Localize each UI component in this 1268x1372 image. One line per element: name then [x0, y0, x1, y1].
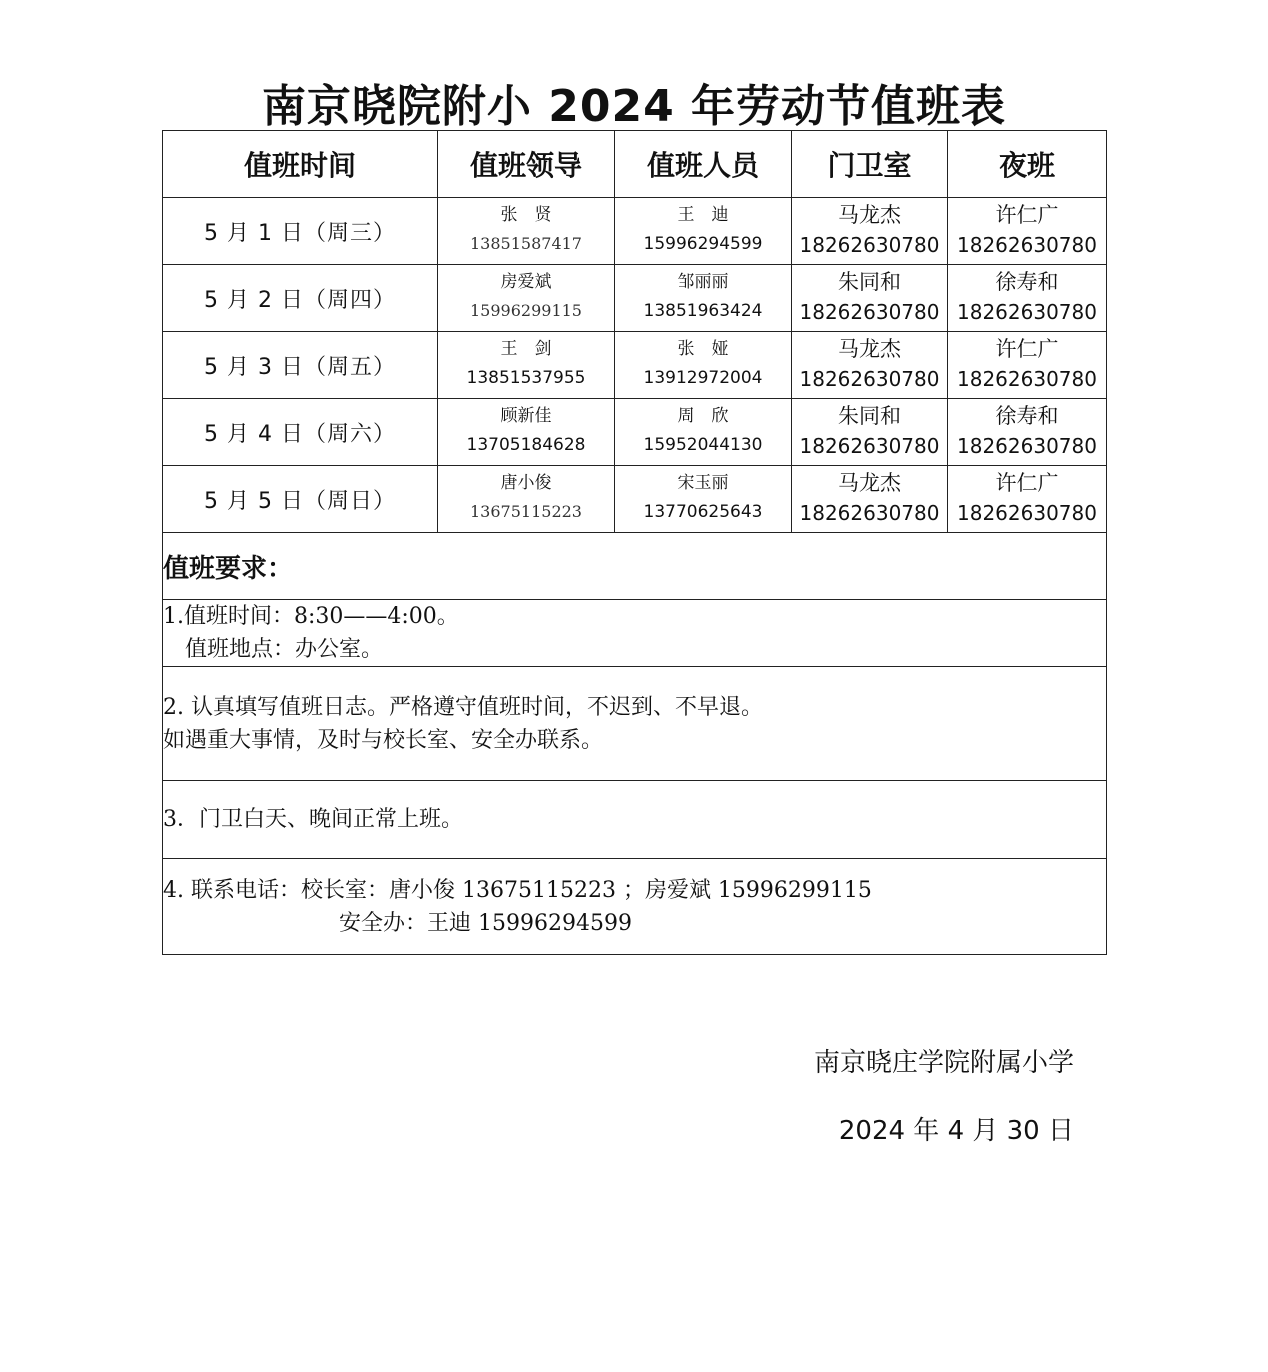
guard-phone: 18262630780: [799, 501, 940, 525]
guard-phone: 18262630780: [799, 434, 940, 458]
staff-name: 周 欣: [677, 406, 729, 426]
night-cell: [948, 198, 1107, 265]
duty-table: [162, 130, 1107, 955]
guard-name: 朱同和: [838, 404, 901, 428]
staff-phone: 13851963424: [643, 301, 763, 321]
guard-cell: [792, 198, 948, 265]
staff-cell: [615, 332, 792, 399]
header-row: [163, 131, 1107, 198]
requirement-item: [163, 859, 1107, 955]
night-phone: 18262630780: [957, 367, 1097, 391]
requirement-item: [163, 667, 1107, 781]
leader-cell: [438, 332, 615, 399]
leader-name: 房爱斌: [500, 272, 552, 292]
night-phone: 18262630780: [957, 501, 1097, 525]
night-cell: [948, 332, 1107, 399]
requirement-item: [163, 781, 1107, 859]
requirements-heading-row: [163, 533, 1107, 600]
guard-phone: 18262630780: [799, 367, 940, 391]
requirement-row: [163, 600, 1107, 667]
guard-phone: 18262630780: [799, 300, 940, 324]
staff-cell: [615, 399, 792, 466]
night-cell: [948, 466, 1107, 533]
night-cell: [948, 265, 1107, 332]
guard-name: 马龙杰: [838, 471, 901, 495]
guard-cell: [792, 332, 948, 399]
leader-cell: [438, 399, 615, 466]
guard-phone: 18262630780: [799, 233, 940, 257]
requirement-row: [163, 781, 1107, 859]
signature-date: 2024 年 4 月 30 日: [838, 1116, 1074, 1146]
night-phone: 18262630780: [957, 434, 1097, 458]
night-name: 许仁广: [995, 203, 1059, 227]
staff-phone: 15952044130: [643, 435, 763, 455]
requirement-line: 1.值班时间：8:30——4:00。: [163, 604, 459, 629]
night-cell: [948, 399, 1107, 466]
table-row: [163, 466, 1107, 533]
guard-cell: [792, 265, 948, 332]
duty-date: 5 月 5 日（周日）: [163, 466, 438, 533]
duty-date: 5 月 1 日（周三）: [163, 198, 438, 265]
guard-name: 马龙杰: [838, 337, 901, 361]
staff-cell: [615, 198, 792, 265]
header-staff: 值班人员: [615, 131, 792, 198]
requirement-line: 4. 联系电话：校长室：唐小俊 13675115223 ；房爱斌 15996299115: [163, 877, 872, 903]
duty-date: 5 月 2 日（周四）: [163, 265, 438, 332]
night-name: 许仁广: [995, 337, 1059, 361]
leader-cell: [438, 198, 615, 265]
leader-name: 张 贤: [500, 205, 552, 225]
leader-name: 王 剑: [500, 339, 552, 359]
guard-cell: [792, 399, 948, 466]
night-phone: 18262630780: [957, 300, 1097, 324]
requirement-line: 2. 认真填写值班日志。严格遵守值班时间，不迟到、不早退。: [163, 694, 763, 720]
staff-name: 王 迪: [677, 205, 729, 225]
leader-phone: 15996299115: [470, 301, 582, 320]
night-name: 许仁广: [995, 471, 1059, 495]
requirement-line: 安全办：王迪 15996294599: [163, 910, 632, 936]
guard-name: 朱同和: [838, 270, 901, 294]
guard-cell: [792, 466, 948, 533]
header-night: 夜班: [948, 131, 1107, 198]
table-row: [163, 332, 1107, 399]
staff-cell: [615, 466, 792, 533]
staff-name: 邹丽丽: [677, 272, 729, 292]
staff-phone: 13770625643: [643, 502, 763, 522]
page-title: 南京晓院附小 2024 年劳动节值班表: [261, 81, 1007, 132]
leader-cell: [438, 265, 615, 332]
night-phone: 18262630780: [957, 233, 1097, 257]
requirements-heading: 值班要求：: [163, 533, 1107, 600]
table-row: [163, 399, 1107, 466]
signature-org: 南京晓庄学院附属小学: [813, 1048, 1074, 1078]
staff-cell: [615, 265, 792, 332]
duty-date: 5 月 4 日（周六）: [163, 399, 438, 466]
staff-name: 张 娅: [677, 339, 729, 359]
leader-phone: 13675115223: [470, 502, 582, 521]
guard-name: 马龙杰: [838, 203, 901, 227]
requirement-row: [163, 859, 1107, 955]
table-row: [163, 198, 1107, 265]
leader-name: 唐小俊: [500, 473, 552, 493]
requirement-item: [163, 600, 1107, 667]
staff-phone: 13912972004: [643, 368, 763, 388]
leader-phone: 13851537955: [466, 368, 586, 388]
night-name: 徐寿和: [995, 404, 1059, 428]
header-date: 值班时间: [163, 131, 438, 198]
leader-cell: [438, 466, 615, 533]
table-row: [163, 265, 1107, 332]
leader-phone: 13705184628: [466, 435, 586, 455]
header-guard: 门卫室: [792, 131, 948, 198]
header-leader: 值班领导: [438, 131, 615, 198]
leader-name: 顾新佳: [500, 406, 552, 426]
duty-date: 5 月 3 日（周五）: [163, 332, 438, 399]
staff-name: 宋玉丽: [677, 473, 729, 493]
night-name: 徐寿和: [995, 270, 1059, 294]
requirement-row: [163, 667, 1107, 781]
requirement-line: 值班地点：办公室。: [163, 637, 384, 662]
requirement-line: 3．门卫白天、晚间正常上班。: [163, 807, 463, 832]
requirement-line: 如遇重大事情，及时与校长室、安全办联系。: [163, 727, 604, 753]
leader-phone: 13851587417: [470, 234, 582, 253]
staff-phone: 15996294599: [643, 234, 763, 254]
